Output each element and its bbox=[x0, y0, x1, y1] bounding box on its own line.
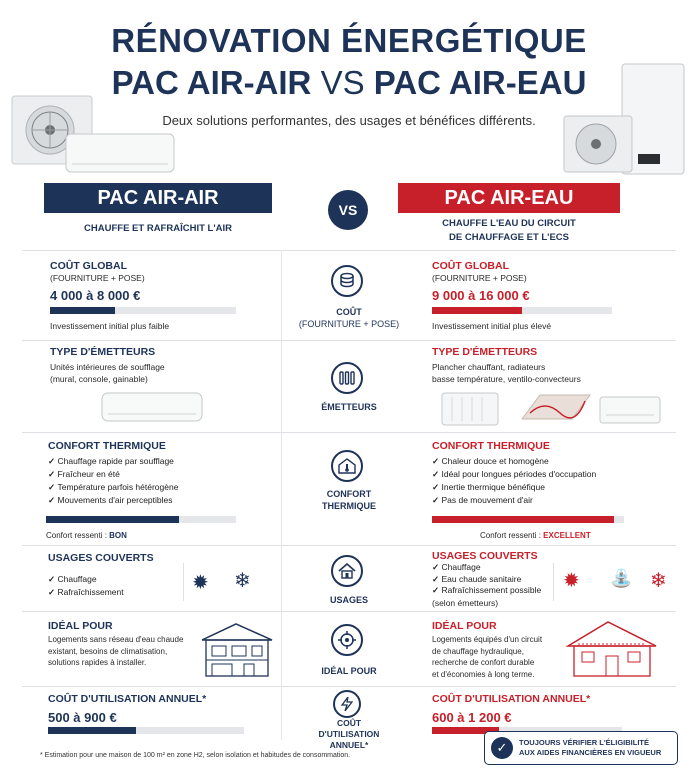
house-icon bbox=[331, 555, 363, 587]
cost-right-sub: (FOURNITURE + POSE) bbox=[432, 273, 527, 283]
emitters-left bbox=[50, 346, 270, 385]
list-item: ✓ Mouvements d'air perceptibles bbox=[48, 494, 274, 507]
cost-right-price: 9 000 à 16 000 € bbox=[432, 288, 530, 303]
shower-icon: ⛲ bbox=[610, 568, 633, 588]
cost-left-bar bbox=[50, 307, 236, 314]
comfort-mid-label bbox=[290, 488, 408, 512]
comfort-left-rating-label: Confort ressenti : bbox=[46, 531, 107, 540]
comfort-right bbox=[432, 440, 664, 507]
comfort-right-bar-fill bbox=[432, 516, 614, 523]
comfort-left-rating bbox=[46, 530, 127, 542]
emitters-right-line2: basse température, ventilo-convecteurs bbox=[432, 374, 581, 384]
uses-mid-label: USAGES bbox=[329, 595, 368, 605]
uses-right bbox=[432, 550, 572, 609]
ideal-right-line1: Logements équipés d'un circuit bbox=[432, 635, 543, 644]
annual-left-bar-fill bbox=[48, 727, 136, 734]
emitters-right bbox=[432, 346, 662, 385]
sun-icon: ✹ bbox=[192, 572, 209, 594]
coins-icon bbox=[331, 265, 363, 297]
ideal-right-title: IDÉAL POUR bbox=[432, 620, 497, 632]
uses-right-extra: (selon émetteurs) bbox=[432, 597, 499, 608]
target-icon bbox=[331, 624, 363, 656]
cost-right-note: Investissement initial plus élevé bbox=[432, 321, 552, 331]
comfort-left-rating-value: BON bbox=[109, 531, 127, 540]
modern-house-illustration bbox=[196, 618, 278, 680]
cost-mid-sub: (FOURNITURE + POSE) bbox=[298, 319, 400, 329]
list-item: ✓ Rafraîchissement bbox=[48, 586, 188, 599]
cost-right-title: COÛT GLOBAL bbox=[432, 260, 509, 272]
column-divider bbox=[281, 250, 282, 740]
list-item: ✓ Eau chaude sanitaire bbox=[432, 574, 572, 586]
divider bbox=[22, 340, 676, 341]
cost-right-bar bbox=[432, 307, 612, 314]
bolt-icon bbox=[333, 690, 361, 718]
traditional-house-illustration bbox=[562, 618, 662, 680]
comfort-left-bar bbox=[46, 516, 236, 523]
annual-left bbox=[48, 693, 258, 725]
comfort-right-rating-label: Confort ressenti : bbox=[480, 531, 541, 540]
comfort-left-bar-fill bbox=[46, 516, 179, 523]
eligibility-line1: TOUJOURS VÉRIFIER L'ÉLIGIBILITÉ bbox=[519, 738, 649, 747]
emitters-right-title: TYPE D'ÉMETTEURS bbox=[432, 346, 538, 358]
comfort-right-title: CONFORT THERMIQUE bbox=[432, 440, 550, 452]
list-item: ✓ Température parfois hétérogène bbox=[48, 481, 274, 494]
comfort-right-rating-value: EXCELLENT bbox=[543, 531, 591, 540]
divider bbox=[22, 250, 676, 251]
annual-mid-label-line3: ANNUEL* bbox=[329, 740, 369, 750]
ideal-left bbox=[48, 620, 198, 669]
divider bbox=[22, 545, 676, 546]
list-item: ✓ Chauffage rapide par soufflage bbox=[48, 455, 274, 468]
air-eau-tagline bbox=[398, 217, 620, 245]
title-vs: VS bbox=[320, 64, 365, 101]
ideal-right-line3: recherche de confort durable bbox=[432, 658, 535, 667]
comfort-left bbox=[48, 440, 274, 507]
annual-left-title: COÛT D'UTILISATION ANNUEL* bbox=[48, 693, 207, 705]
cost-right-bar-fill bbox=[432, 307, 522, 314]
cost-mid-label bbox=[290, 306, 408, 330]
divider bbox=[553, 563, 554, 601]
annual-left-bar bbox=[48, 727, 244, 734]
cost-left-note: Investissement initial plus faible bbox=[50, 321, 170, 331]
list-item: ✓ Rafraîchissement possible bbox=[432, 585, 572, 597]
page-title: RÉNOVATION ÉNERGÉTIQUE bbox=[111, 22, 587, 59]
sun-icon: ✹ bbox=[563, 570, 580, 592]
comfort-left-list bbox=[48, 455, 274, 507]
title-right: PAC AIR-EAU bbox=[373, 64, 587, 101]
emitters-right-line1: Plancher chauffant, radiateurs bbox=[432, 362, 546, 372]
air-air-units-illustration bbox=[8, 92, 178, 182]
divider bbox=[183, 563, 184, 601]
ideal-right bbox=[432, 620, 572, 680]
air-eau-tagline-line1: CHAUFFE L'EAU DU CIRCUIT bbox=[442, 218, 576, 229]
cost-left-sub: (FOURNITURE + POSE) bbox=[50, 273, 145, 283]
cost-left-title: COÛT GLOBAL bbox=[50, 260, 127, 272]
list-item: ✓ Fraîcheur en été bbox=[48, 468, 274, 481]
wall-unit-illustration bbox=[100, 389, 204, 425]
list-item: ✓ Chauffage bbox=[48, 573, 188, 586]
emitters-mid-label: ÉMETTEURS bbox=[321, 402, 377, 412]
uses-right-list bbox=[432, 562, 572, 597]
eligibility-line2: AUX AIDES FINANCIÈRES EN VIGUEUR bbox=[519, 748, 662, 757]
annual-mid-label-line2: D'UTILISATION bbox=[318, 729, 380, 739]
comfort-right-rating bbox=[480, 530, 591, 542]
comfort-mid-label-line1: CONFORT bbox=[326, 489, 372, 499]
cost-left bbox=[50, 260, 250, 332]
eligibility-callout bbox=[484, 731, 678, 765]
annual-right-title: COÛT D'UTILISATION ANNUEL* bbox=[432, 693, 591, 705]
air-air-tagline: CHAUFFE ET RAFRAÎCHIT L'AIR bbox=[84, 223, 232, 234]
title-left: PAC AIR-AIR bbox=[111, 64, 312, 101]
column-header-air-air: PAC AIR-AIR bbox=[44, 183, 272, 213]
uses-left-title: USAGES COUVERTS bbox=[48, 552, 154, 564]
uses-left bbox=[48, 552, 188, 599]
emitters-left-title: TYPE D'ÉMETTEURS bbox=[50, 346, 156, 358]
cost-right bbox=[432, 260, 632, 332]
comfort-right-list bbox=[432, 455, 664, 507]
subtitle: Deux solutions performantes, des usages et bénéfices différents. bbox=[162, 113, 536, 128]
air-eau-units-illustration bbox=[560, 62, 690, 180]
column-header-air-eau: PAC AIR-EAU bbox=[398, 183, 620, 213]
eligibility-text bbox=[519, 738, 661, 758]
list-item: ✓ Chaleur douce et homogène bbox=[432, 455, 664, 468]
list-item: ✓ Inertie thermique bénéfique bbox=[432, 481, 664, 494]
ideal-left-line1: Logements sans réseau d'eau chaude bbox=[48, 635, 184, 644]
divider bbox=[22, 686, 676, 687]
annual-left-price: 500 à 900 € bbox=[48, 710, 117, 725]
comfort-mid-label-line2: THERMIQUE bbox=[322, 501, 376, 511]
annual-mid-label-line1: COÛT bbox=[336, 718, 362, 728]
radiator-icon bbox=[331, 362, 363, 394]
comfort-right-bar bbox=[432, 516, 624, 523]
ideal-right-line4: et d'économies à long terme. bbox=[432, 669, 535, 679]
check-circle-icon: ✓ bbox=[491, 737, 513, 759]
ideal-left-line2: existant, besoins de climatisation, bbox=[48, 646, 168, 656]
ideal-right-line2: de chauffage hydraulique, bbox=[432, 646, 524, 656]
annual-mid-label bbox=[290, 718, 408, 751]
ideal-mid-label: IDÉAL POUR bbox=[321, 666, 377, 676]
snowflake-icon: ❄ bbox=[234, 570, 251, 592]
snowflake-icon: ❄ bbox=[650, 570, 667, 592]
footnote: * Estimation pour une maison de 100 m² en zone H2, selon isolation et habitudes de consommation. bbox=[40, 752, 351, 759]
house-thermometer-icon bbox=[331, 450, 363, 482]
emitters-right-illustrations bbox=[440, 389, 664, 427]
annual-right-price: 600 à 1 200 € bbox=[432, 710, 512, 725]
list-item: ✓ Pas de mouvement d'air bbox=[432, 494, 664, 507]
uses-right-title: USAGES COUVERTS bbox=[432, 550, 538, 562]
list-item: ✓ Idéal pour longues périodes d'occupation bbox=[432, 468, 664, 481]
uses-left-list bbox=[48, 573, 188, 599]
annual-right bbox=[432, 693, 642, 725]
cost-mid-title: COÛT bbox=[336, 307, 362, 317]
emitters-left-line1: Unités intérieures de soufflage bbox=[50, 362, 165, 372]
cost-left-price: 4 000 à 8 000 € bbox=[50, 288, 141, 303]
emitters-left-line2: (mural, console, gainable) bbox=[50, 374, 148, 384]
comfort-left-title: CONFORT THERMIQUE bbox=[48, 440, 166, 452]
vs-badge: VS bbox=[328, 190, 368, 230]
air-eau-tagline-line2: DE CHAUFFAGE ET L'ECS bbox=[449, 232, 569, 243]
divider bbox=[22, 611, 676, 612]
cost-left-bar-fill bbox=[50, 307, 115, 314]
ideal-left-line3: solutions rapides à installer. bbox=[48, 658, 147, 667]
ideal-left-title: IDÉAL POUR bbox=[48, 620, 113, 632]
list-item: ✓ Chauffage bbox=[432, 562, 572, 574]
divider bbox=[22, 432, 676, 433]
